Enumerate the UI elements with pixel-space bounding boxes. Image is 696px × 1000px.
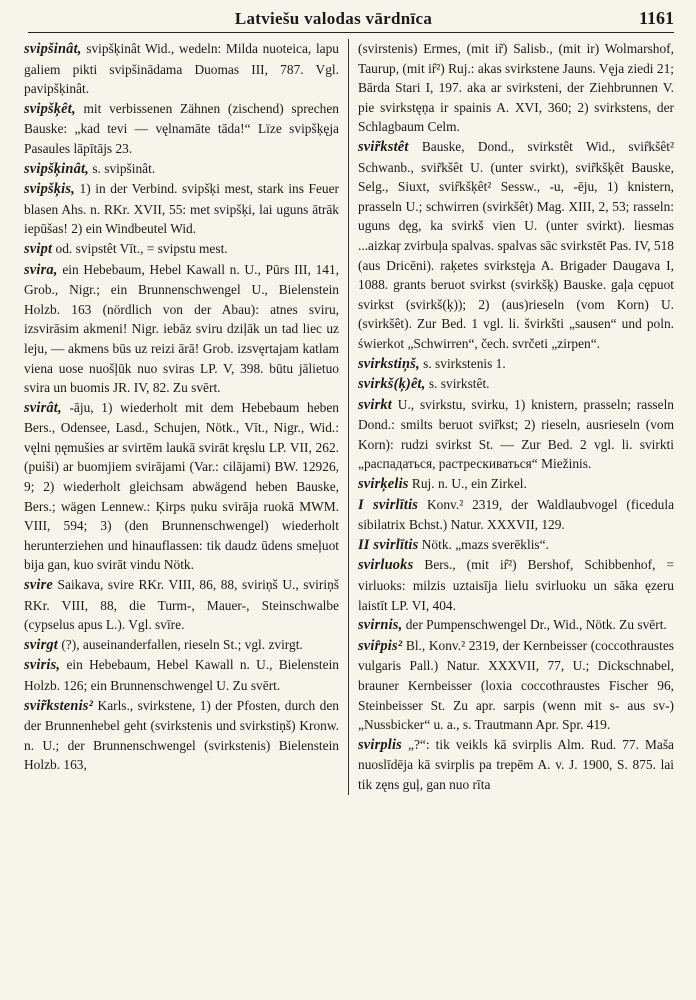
entry-headword: svir̂pis²: [358, 637, 403, 654]
dictionary-entry: [24, 239, 339, 260]
dictionary-entry: [358, 395, 674, 474]
dictionary-entry: [24, 635, 339, 656]
entry-definition: Ruj. n. U., ein Zirkel.: [408, 476, 527, 492]
entry-headword: svir̃kstêt: [358, 138, 409, 155]
entry-headword: svipšķêt,: [24, 100, 76, 117]
dictionary-entry: [24, 696, 339, 775]
left-column: [24, 39, 349, 795]
entry-definition: Konv.² 2319, der Waldlaubvogel (ficedula sibilatrix Bchst.) Natur. XXXVII, 129.: [358, 496, 675, 533]
entry-headword: I svirlītis: [358, 496, 419, 513]
entry-headword: svipšinât,: [24, 41, 82, 57]
entry-definition: Bl., Konv.² 2319, der Kernbeisser (coccothraustes vulgaris Pall.) Natur. XXXVII, 77, U.; Dickschnabel, brauner Kernbeisser (loxia coccothraustes Fischer 96, Steinbeisser St. Zu apr. sarpis (wenn mit s- aus sv-) „Nussbicker“ u. a., s. Trautmann Apr. Spr. 419.: [358, 637, 674, 733]
dictionary-entry: [358, 636, 674, 735]
dictionary-entry: [24, 39, 339, 99]
entry-headword: svirnis,: [358, 617, 403, 634]
dictionary-entry: [24, 575, 339, 635]
entry-definition: Karls., svirkstene, 1) der Pfosten, durch den der Brunnenhebel geht (svirkstenis und svirkstiņš) Kronw. n. U.; der Brunnenschwengel (svirkstenis) Bielenstein Holzb. 163,: [24, 697, 339, 773]
dictionary-entry: [358, 735, 674, 795]
entry-definition: 1) in der Verbind. svipšķi mest, stark ins Feuer blasen Ahs. n. RKr. XVII, 55: met svipšķi, lai uguns ātrāk iepūšas! 2) ein Windbeutel Wid.: [24, 181, 339, 237]
entry-definition: „?“: tik veikls kā svirplis Alm. Rud. 77. Maša nuoslīdēja kā svirplis pa trepēm A. v. J. 1900, S. 875. lai tik zęns guļ, gan nuo rīta: [358, 736, 674, 792]
dictionary-entry: [358, 495, 674, 535]
entry-definition: s. svipšinât.: [88, 160, 156, 176]
page-number: 1161: [638, 8, 674, 28]
entry-headword: sviris,: [24, 657, 61, 674]
entry-definition: U., svirkstu, svirku, 1) knistern, prasseln; rasseln Dond.: smilts beruot svir̃kst; 2) rieseln, ausrieseln (vom Korn): rudzi svirkst St. — Zur Bed. 2 vgl. li. svirkti „распадаться, растрескиваться“ Miežinis.: [358, 396, 674, 472]
entry-headword: svirķelis: [358, 476, 409, 493]
right-column: [349, 39, 674, 795]
dictionary-entry: [24, 159, 339, 180]
dictionary-entry: [358, 474, 674, 495]
entry-definition: ein Hebebaum, Hebel Kawall n. U., Pūrs III, 141, Grob., Nigr.; ein Brunnenschwengel U., Bielenstein Holzb. 163 (nördlich von der Abau): atnes sviru, izsvirāsim akmeni! Nigr. iebāz sviru dziļāk un tad liec uz leju, — akmens būs uz reizi ārā! Grob. izsvęrtajam katlam viena uose nuošļūk nuo sviras LP. V, 398. būtu jālietuo svira un buomis JR. IV, 82. Zu svērt.: [24, 261, 339, 396]
entry-headword: svirkš(ķ)êt,: [358, 376, 426, 393]
entry-definition: (svirstenis) Ermes, (mit ir̃) Salisb., (mit ir) Wolmarshof, Taurup, (mit ir̂²) Ruj.: akas svirkstene Jauns. Vęja ziedi 21; Bārda Stari I, 197. aka ar svirksteni, der Ziehbrunnen V. pie svirkstęņa ir spainis A. XVI, 360; 2) svirkstens, der Schlagbaum Celm.: [358, 41, 674, 135]
entry-headword: svira,: [24, 261, 58, 278]
entry-headword: svir̃kstenis²: [24, 697, 94, 714]
entry-definition: -āju, 1) wiederholt mit dem Hebebaum heben Bers., Odensee, Lasd., Schujen, Nötk., Vīt., Nigr., Wid.: vęlni ņęmušies ar svirtēm laukā svirāt kręslu LP. VII, 262. (puiši) ar buomjiem svirājami (Var.: cilājami) BW. 12926, 9; 2) wiederholt gleichsam abwägend heben Bauske, Bers.; wägen Lennew.: Ķirps ņuku svirāja ruokā MWM. VIII, 594; 3) (den Brunnenschwengel) wiederholt herunterziehen und hinauflassen: tik daudz ūdens smeļuot bija gan, kuo svirāt vindu Nötk.: [24, 399, 339, 573]
dictionary-entry: [358, 374, 674, 395]
entry-definition: (?), auseinanderfallen, rieseln St.; vgl. zvirgt.: [57, 636, 303, 652]
entry-headword: svirkstiņš,: [358, 355, 420, 372]
entry-headword: svirplis: [358, 736, 402, 753]
dictionary-entry: [358, 555, 674, 615]
dictionary-entry: [24, 398, 339, 575]
dictionary-entry: [358, 39, 674, 137]
entry-definition: mit verbissenen Zähnen (zischend) sprechen Bauske: „kad tevi — vęlnamāte tāda!“ Lïze svipšķęja Pasaules lāpītājs 23.: [24, 100, 339, 156]
dictionary-entry: [358, 535, 674, 556]
entry-headword: II svirlītis: [358, 536, 419, 553]
entry-headword: svirkt: [358, 396, 392, 413]
entry-definition: od. svipstêt Vīt., = svipstu mest.: [52, 240, 228, 256]
entry-definition: Nötk. „mazs sverēklis“.: [418, 536, 549, 552]
entry-headword: svirât,: [24, 399, 62, 416]
entry-headword: svipšķinât,: [24, 160, 89, 177]
dictionary-entry: [24, 99, 339, 159]
two-column-body: [24, 39, 674, 795]
page-header: [28, 8, 674, 33]
entry-definition: der Pumpenschwengel Dr., Wid., Nötk. Zu svērt.: [402, 617, 667, 633]
entry-definition: Bauske, Dond., svirkstêt Wid., svir̂kšêt² Schwanb., svir̃kšêt U. (unter svirkt), svir̃kšķêt Bauske, Selg., Siuxt, svir̂kšķêt² Sessw., -u, -ēju, 1) knistern, prasseln U.; schwirren (svirkšêt) Mag. XIII, 2, 53; rasseln: uguns dęg, ka svirkš vien U. (unter svirkt). liesmas ...aizkaŗ zvirbuļa spalvas. spalvas sāc svirkstēt Pas. IV, 518 (aus Dricēni). raķetes svirkstęja A. Brigader Daugava I, 1088. grants beruot svirkst (svirkšķ) Bauske. gaļa cępuot svirkst (svirkš(ķ)); 2) (aus)rieseln (vom Korn) U. (svirkšêt). Zur Bed. 1 vgl. li. švirkšti „sausen“ und poln. świerkot „Schwirren“, čech. svrčeti „zirpen“.: [358, 138, 674, 351]
entry-headword: svirluoks: [358, 557, 414, 574]
dictionary-entry: [24, 179, 339, 239]
entry-headword: svire: [24, 577, 53, 594]
dictionary-entry: [358, 137, 674, 354]
entry-definition: ein Hebebaum, Hebel Kawall n. U., Bielenstein Holzb. 126; ein Brunnenschwengel U. Zu svērt.: [24, 657, 339, 693]
page-title: Latviešu valodas vārdnīca: [234, 9, 433, 28]
entry-definition: Bers., (mit ir̂²) Bershof, Schibbenhof, = virluoks: milzis uztaisīja lielu svirluoku un sāka ęzeru laistīt LP. VI, 404.: [358, 557, 674, 613]
dictionary-entry: [358, 615, 674, 636]
dictionary-entry: [24, 260, 339, 398]
dictionary-entry: [24, 655, 339, 695]
entry-definition: s. svirkstêt.: [425, 376, 490, 392]
entry-headword: svipšķis,: [24, 181, 75, 198]
entry-headword: svirgt: [24, 636, 58, 653]
entry-definition: s. svirkstenis 1.: [419, 355, 506, 371]
entry-definition: svipšķinât Wid., wedeln: Milda nuoteica, lapu galiem pikti svipšinādama Duomas III, 787. Vgl. pavipšķinât.: [24, 41, 339, 97]
entry-headword: svipt: [24, 240, 53, 257]
dictionary-entry: [358, 354, 674, 375]
entry-definition: Saikava, svire RKr. VIII, 86, 88, sviriņš U., sviriņš RKr. VIII, 88, die Turm-, Mauer-, Steinschwalbe (cypselus apus L.). Vgl. svīre.: [24, 577, 339, 633]
